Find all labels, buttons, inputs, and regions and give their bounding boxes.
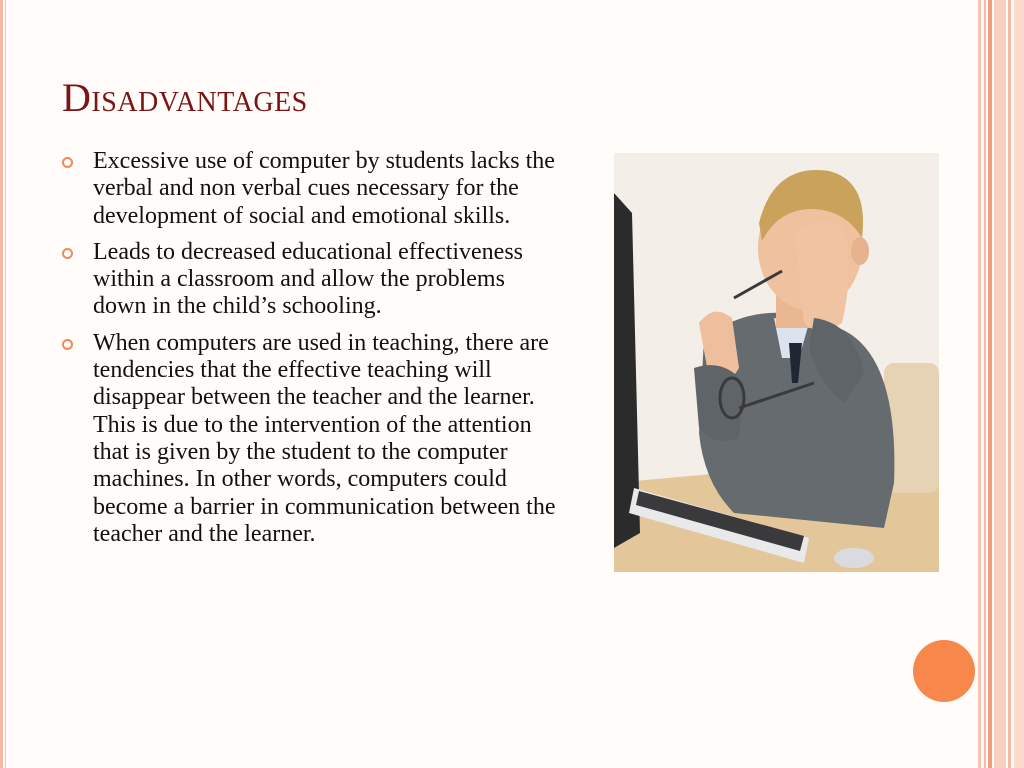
photo-illustration [614,153,939,572]
right-border-stripe-3 [988,0,992,768]
right-border-stripe-4 [994,0,1006,768]
bullet-item [62,148,562,230]
right-border-stripe-2 [984,0,986,768]
bullet-ring-icon [62,339,73,350]
bullet-item [62,239,562,321]
right-border-stripe-5 [1008,0,1011,768]
bullet-ring-icon [62,248,73,259]
bullet-text: When computers are used in teaching, there are tendencies that the effective teaching will disappear between the teacher and the learner. This is due to the intervention of the attention that is given by the student to the computer machines. In other words, computers could become a barrier in communication between the teacher and the learner. [93,329,556,547]
left-border-stripe-thin [5,0,6,768]
accent-circle-icon [913,640,975,702]
bullet-list [62,148,562,557]
right-border-stripe-1 [978,0,981,768]
bullet-item [62,330,562,548]
left-border-stripe [0,0,3,768]
bullet-text: Leads to decreased educational effectiveness within a classroom and allow the problems down in the child’s schooling. [93,238,524,320]
right-border-stripe-6 [1014,0,1024,768]
bullet-text: Excessive use of computer by students lacks the verbal and non verbal cues necessary for the development of social and emotional skills. [93,148,555,229]
slide-title: Disadvantages [62,75,308,120]
bullet-ring-icon [62,157,73,168]
photo-tired-boy-at-computer [614,153,939,572]
